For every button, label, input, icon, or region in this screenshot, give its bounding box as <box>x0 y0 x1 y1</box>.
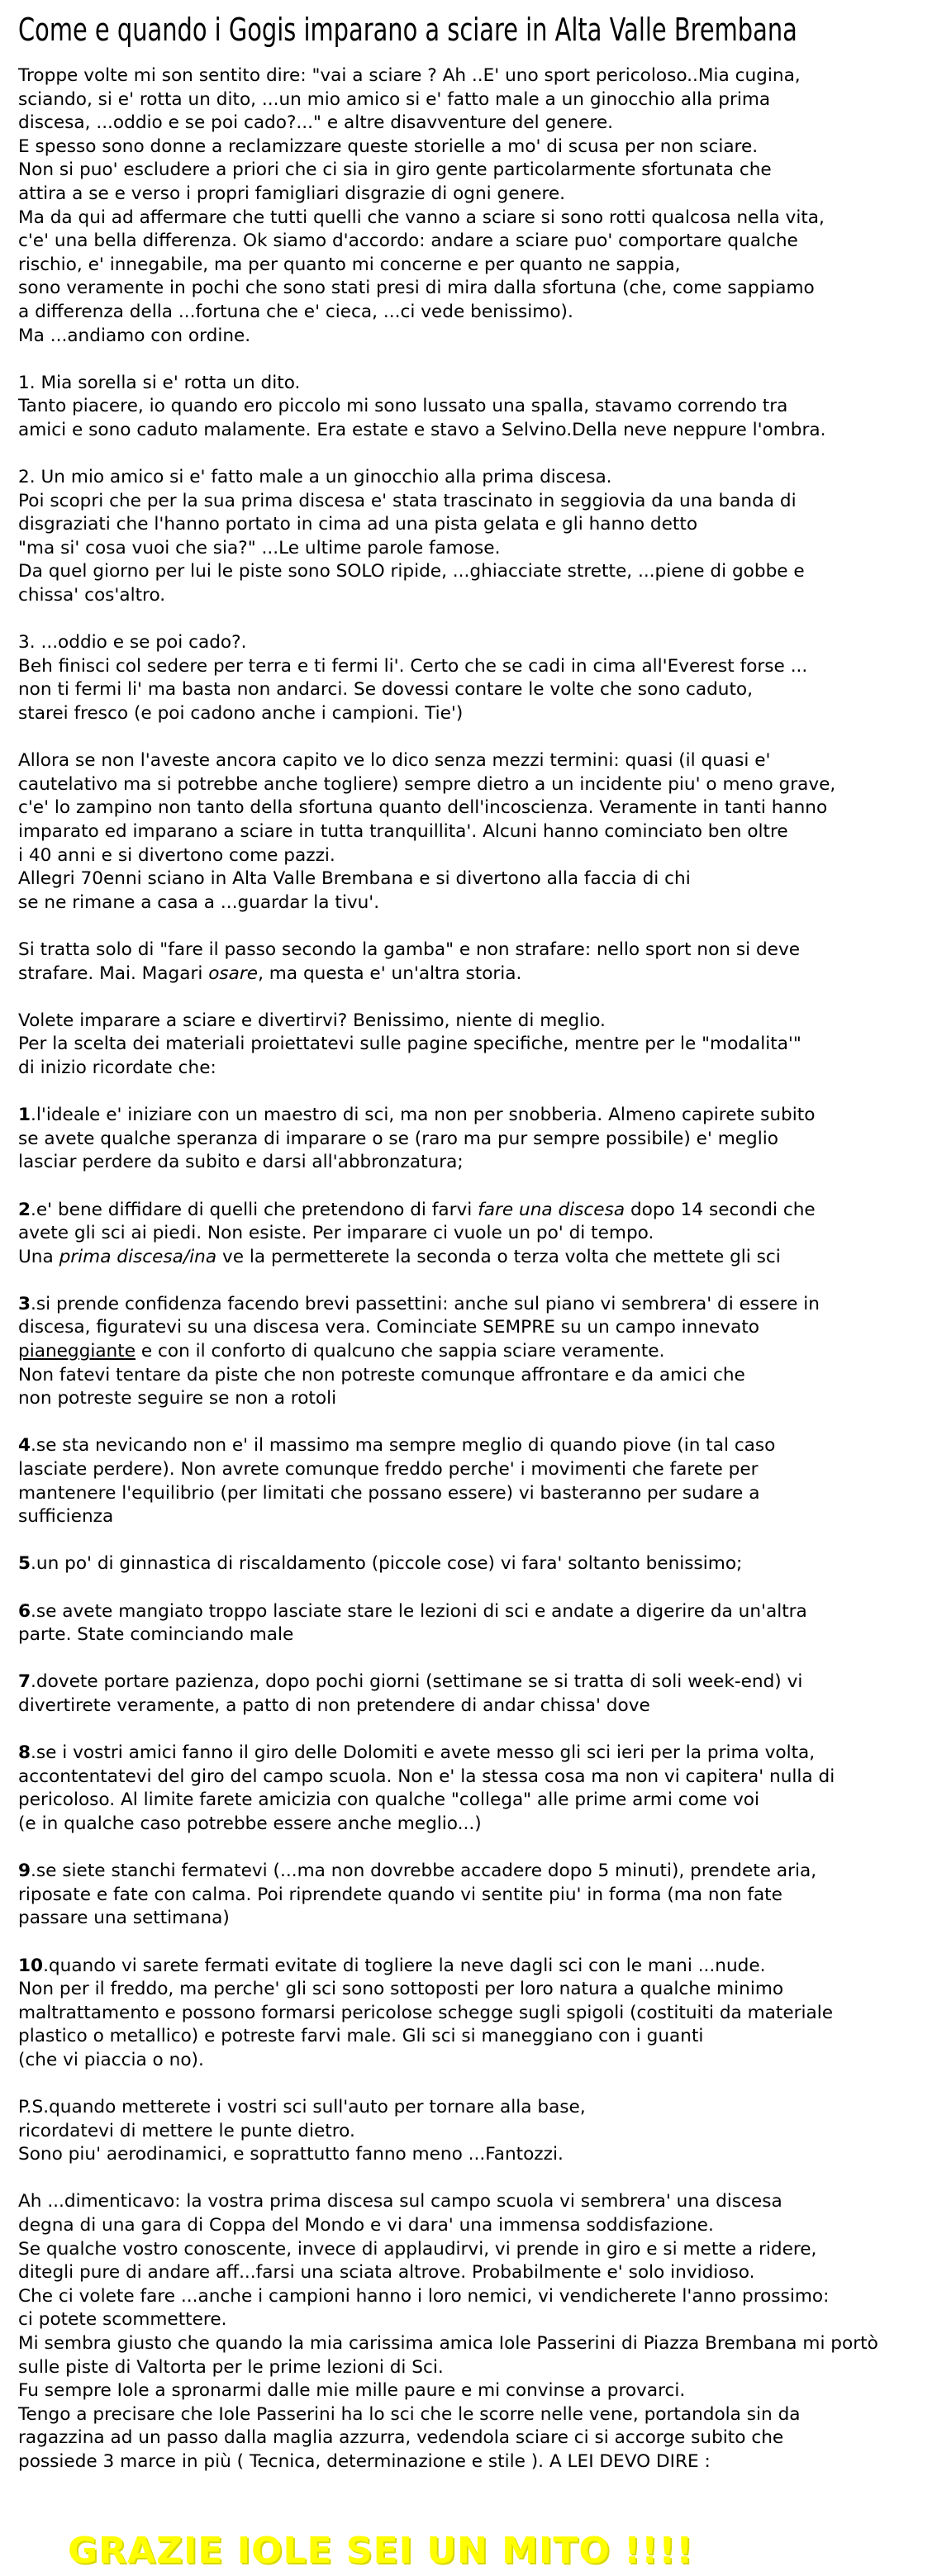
text-line: Ma ...andiamo con ordine. <box>18 325 251 346</box>
text-fragment: ve la permetterete la seconda o terza volta che mettete gli sci <box>216 1246 781 1267</box>
text-line: Troppe volte mi son sentito dire: "vai a sciare ? Ah ..E' uno sport pericoloso..Mia cugina, <box>18 65 801 86</box>
tip-10 <box>18 1955 930 2073</box>
text-line: di inizio ricordate che: <box>18 1057 216 1078</box>
text-line: attira a se e verso i propri famigliari disgrazie di ogni genere. <box>18 183 566 204</box>
text-line: Non si puo' escludere a priori che ci sia in giro gente particolarmente sfortunata che <box>18 159 772 181</box>
tip-number: 6 <box>18 1600 31 1622</box>
text-fragment: Una <box>18 1246 59 1267</box>
text-line: Che ci volete fare ...anche i campioni hanno i loro nemici, vi vendicherete l'anno prossimo: <box>18 2285 830 2307</box>
text-line: 2. Un mio amico si e' fatto male a un ginocchio alla prima discesa. <box>18 467 612 488</box>
text-line: P.S.quando metterete i vostri sci sull'auto per tornare alla base, <box>18 2097 586 2118</box>
text-line: Tanto piacere, io quando ero piccolo mi sono lussato una spalla, stavamo correndo tra <box>18 396 788 417</box>
paragraph-gap <box>18 608 930 632</box>
tip-number: 3 <box>18 1293 31 1314</box>
text-line: non ti fermi li' ma basta non andarci. Se dovessi contare le volte che sono caduto, <box>18 679 754 701</box>
text-line: c'e' lo zampino non tanto della sfortuna quanto dell'incoscienza. Veramente in tanti hanno <box>18 797 828 819</box>
paragraph-gap <box>18 1576 930 1600</box>
text-fragment: .se avete mangiato troppo lasciate stare le lezioni di sci e andate a digerire da un'altra <box>31 1600 807 1622</box>
text-line: 1. Mia sorella si e' rotta un dito. <box>18 372 301 393</box>
text-line <box>18 1340 930 1364</box>
story-point-1 <box>18 372 930 443</box>
text-line: chissa' cos'altro. <box>18 585 166 606</box>
text-line: divertirete veramente, a patto di non pretendere di andar chissa' dove <box>18 1694 650 1716</box>
text-line: Non fatevi tentare da piste che non potreste comunque affrontare e da amici che <box>18 1364 745 1385</box>
text-fragment: .si prende confidenza facendo brevi passettini: anche sul piano vi sembrera' di essere in <box>31 1293 820 1314</box>
text-line: disgraziati che l'hanno portato in cima ad una pista gelata e gli hanno detto <box>18 514 698 535</box>
tip-number: 10 <box>18 1955 44 1976</box>
tip-7 <box>18 1671 930 1718</box>
text-line: lasciate perdere). Non avrete comunque freddo perche' i movimenti che farete per <box>18 1459 759 1480</box>
text-line: Allora se non l'aveste ancora capito ve lo dico senza mezzi termini: quasi (il quasi e' <box>18 750 771 772</box>
paragraph-gap <box>18 1718 930 1742</box>
text-line: accontentatevi del giro del campo scuola. Non e' la stessa cosa ma non vi capitera' nulla di <box>18 1766 835 1787</box>
text-line: plastico o metallico) e potreste farvi male. Gli sci si maneggiano con i guanti <box>18 2026 704 2047</box>
paragraph-gap <box>18 1411 930 1435</box>
text-line <box>18 1199 930 1223</box>
text-line: se ne rimane a casa a ...guardar la tivu'. <box>18 891 380 913</box>
text-line: 3. ...oddio e se poi cado?. <box>18 632 247 654</box>
text-line: mantenere l'equilibrio (per limitati che possano essere) vi basteranno per sudare a <box>18 1482 760 1504</box>
text-line: sulle piste di Valtorta per le prime lezioni di Sci. <box>18 2356 444 2378</box>
text-line: starei fresco (e poi cadono anche i campioni. Tie') <box>18 703 464 725</box>
text-line: Sono piu' aerodinamici, e soprattutto fanno meno ...Fantozzi. <box>18 2144 564 2165</box>
text-line: Mi sembra giusto che quando la mia carissima amica Iole Passerini di Piazza Brembana mi portò <box>18 2333 878 2354</box>
text-line: i 40 anni e si divertono come pazzi. <box>18 844 335 866</box>
tip-5 <box>18 1552 930 1576</box>
text-line: Per la scelta dei materiali proiettatevi sulle pagine specifiche, mentre per le "modalita'" <box>18 1034 801 1055</box>
italic-word: osare <box>208 962 259 984</box>
text-line <box>18 1860 930 1884</box>
paragraph-gap <box>18 1081 930 1105</box>
text-line: (che vi piaccia o no). <box>18 2049 204 2070</box>
text-line: amici e sono caduto malamente. Era estate e stavo a Selvino.Della neve neppure l'ombra. <box>18 419 826 440</box>
paragraph-gap <box>18 1529 930 1553</box>
tip-1 <box>18 1104 930 1175</box>
text-line <box>18 1742 930 1766</box>
text-line: Se qualche vostro conoscente, invece di applaudirvi, vi prende in giro e si mette a ridere, <box>18 2238 817 2260</box>
text-line: Ah ...dimenticavo: la vostra prima discesa sul campo scuola vi sembrera' una discesa <box>18 2191 782 2212</box>
paragraph-gap <box>18 1175 930 1199</box>
paragraph-gap <box>18 1269 930 1293</box>
underlined-word: pianeggiante <box>18 1341 136 1362</box>
incoscienza-paragraph <box>18 749 930 915</box>
page-title: Come e quando i Gogis imparano a sciare in Alta Valle Brembana <box>18 12 797 48</box>
text-line <box>18 1293 930 1317</box>
text-fragment: .l'ideale e' iniziare con un maestro di sci, ma non per snobberia. Almeno capirete subito <box>31 1105 816 1126</box>
paragraph-gap <box>18 348 930 372</box>
tip-number: 5 <box>18 1553 31 1575</box>
tip-number: 2 <box>18 1199 31 1220</box>
text-line: passare una settimana) <box>18 1908 230 1929</box>
text-line: ricordatevi di mettere le punte dietro. <box>18 2120 355 2141</box>
closing-banner <box>0 2530 937 2572</box>
text-line <box>18 1434 930 1458</box>
text-fragment: .se i vostri amici fanno il giro delle Dolomiti e avete messo gli sci ieri per la prima volta, <box>31 1742 816 1764</box>
text-line: Fu sempre Iole a spronarmi dalle mie mille paure e mi convinse a provarci. <box>18 2380 686 2402</box>
tip-number: 1 <box>18 1105 31 1126</box>
ending-paragraph <box>18 2190 930 2474</box>
text-fragment: e con il conforto di qualcuno che sappia sciare veramente. <box>136 1341 665 1362</box>
paragraph-gap <box>18 1837 930 1861</box>
closing-text: GRAZIE IOLE SEI UN MITO !!!! <box>68 2530 694 2572</box>
text-line: c'e' una bella differenza. Ok siamo d'accordo: andare a sciare puo' comportare qualche <box>18 231 798 252</box>
italic-phrase: prima discesa/ina <box>59 1246 217 1267</box>
text-line <box>18 1552 930 1576</box>
text-line: "ma si' cosa vuoi che sia?" ...Le ultime parole famose. <box>18 537 501 558</box>
text-line: imparato ed imparano a sciare in tutta tranquillita'. Alcuni hanno cominciato ben oltre <box>18 821 788 842</box>
text-line: Allegri 70enni sciano in Alta Valle Brembana e si divertono alla faccia di chi <box>18 868 691 890</box>
text-line: sciando, si e' rotta un dito, ...un mio amico si e' fatto male a un ginocchio alla prima <box>18 88 771 110</box>
text-fragment: .se siete stanchi fermatevi (...ma non dovrebbe accadere dopo 5 minuti), prendete aria, <box>31 1861 817 1882</box>
text-line: discesa, figuratevi su una discesa vera. Cominciate SEMPRE su un campo innevato <box>18 1317 760 1338</box>
text-line: maltrattamento e possono formarsi pericolose schegge sugli spigoli (costituiti da materiale <box>18 2002 834 2023</box>
tip-2 <box>18 1199 930 1270</box>
text-fragment: dopo 14 secondi che <box>625 1199 816 1220</box>
paragraph-gap <box>18 1931 930 1955</box>
italic-phrase: fare una discesa <box>478 1199 625 1220</box>
article-body <box>18 64 930 2474</box>
text-line <box>18 1600 930 1624</box>
text-line <box>18 1104 930 1128</box>
text-fragment: .un po' di ginnastica di riscaldamento (piccole cose) vi fara' soltanto benissimo; <box>31 1553 743 1575</box>
paragraph-gap <box>18 986 930 1010</box>
paragraph-gap <box>18 2167 930 2191</box>
text-line: Volete imparare a sciare e divertirvi? Benissimo, niente di meglio. <box>18 1010 606 1031</box>
text-line: Ma da qui ad affermare che tutti quelli che vanno a sciare si sono rotti qualcosa nella vita, <box>18 207 825 228</box>
tip-number: 9 <box>18 1861 31 1882</box>
text-line: possiede 3 marce in più ( Tecnica, determinazione e stile ). A LEI DEVO DIRE : <box>18 2450 711 2472</box>
story-point-3 <box>18 631 930 725</box>
text-line: sufficienza <box>18 1506 114 1528</box>
strafare-paragraph <box>18 939 930 986</box>
story-point-2 <box>18 466 930 608</box>
materials-paragraph <box>18 1010 930 1081</box>
text-line: cautelativo ma si potrebbe anche togliere) sempre dietro a un incidente piu' o meno grave, <box>18 773 836 795</box>
tip-number: 8 <box>18 1742 31 1764</box>
paragraph-gap <box>18 443 930 467</box>
text-line: E spesso sono donne a reclamizzare queste storielle a mo' di scusa per non sciare. <box>18 135 759 157</box>
text-line <box>18 1246 930 1270</box>
intro-paragraph <box>18 64 930 348</box>
text-fragment: .e' bene diffidare di quelli che pretendono di farvi <box>31 1199 478 1220</box>
text-line: avete gli sci ai piedi. Non esiste. Per imparare ci vuole un po' di tempo. <box>18 1223 654 1244</box>
text-line <box>18 962 930 986</box>
text-line: degna di una gara di Coppa del Mondo e vi dara' una immensa soddisfazione. <box>18 2215 714 2236</box>
text-line: Da quel giorno per lui le piste sono SOLO ripide, ...ghiacciate strette, ...piene di gobbe e <box>18 561 805 582</box>
text-line: sono veramente in pochi che sono stati presi di mira dalla sfortuna (che, come sappiamo <box>18 278 815 299</box>
tip-9 <box>18 1860 930 1931</box>
text-line: discesa, ...oddio e se poi cado?..." e altre disavventure del genere. <box>18 112 614 134</box>
text-line: rischio, e' innegabile, ma per quanto mi concerne e per quanto ne sappia, <box>18 254 681 275</box>
text-line: ragazzina ad un passo dalla maglia azzurra, vedendola sciare ci si accorge subito che <box>18 2427 784 2449</box>
text-fragment: .se sta nevicando non e' il massimo ma sempre meglio di quando piove (in tal caso <box>31 1435 776 1457</box>
paragraph-gap <box>18 1647 930 1671</box>
text-line: Beh finisci col sedere per terra e ti fermi li'. Certo che se cadi in cima all'Everest forse ... <box>18 655 808 677</box>
text-line: (e in qualche caso potrebbe essere anche meglio...) <box>18 1813 482 1834</box>
tip-6 <box>18 1600 930 1647</box>
paragraph-gap <box>18 915 930 939</box>
text-line: Tengo a precisare che Iole Passerini ha lo sci che le scorre nelle vene, portandola sin da <box>18 2403 801 2425</box>
text-line: riposate e fate con calma. Poi riprendete quando vi sentite piu' in forma (ma non fate <box>18 1884 782 1905</box>
tip-number: 7 <box>18 1671 31 1693</box>
text-line <box>18 1671 930 1694</box>
text-fragment: strafare. Mai. Magari <box>18 962 209 984</box>
tip-3 <box>18 1293 930 1411</box>
ps-paragraph <box>18 2096 930 2167</box>
text-fragment: , ma questa e' un'altra storia. <box>258 962 522 984</box>
text-line: pericoloso. Al limite farete amicizia con qualche "collega" alle prime armi come voi <box>18 1789 760 1811</box>
text-fragment: .dovete portare pazienza, dopo pochi giorni (settimane se si tratta di soli week-end) vi <box>31 1671 803 1693</box>
text-line: Poi scopri che per la sua prima discesa e' stata trascinato in seggiovia da una banda di <box>18 490 797 511</box>
tip-4 <box>18 1434 930 1528</box>
text-line: Non per il freddo, ma perche' gli sci sono sottoposti per loro natura a qualche minimo <box>18 1979 784 2000</box>
text-line: ci potete scommettere. <box>18 2309 227 2331</box>
tip-8 <box>18 1742 930 1836</box>
text-line <box>18 1955 930 1979</box>
text-line: non potreste seguire se non a rotoli <box>18 1388 337 1409</box>
tip-number: 4 <box>18 1435 31 1457</box>
paragraph-gap <box>18 2072 930 2096</box>
text-line: ditegli pure di andare aff...farsi una sciata altrove. Probabilmente e' solo invidioso. <box>18 2262 755 2284</box>
text-line: Si tratta solo di "fare il passo secondo la gamba" e non strafare: nello sport non si deve <box>18 939 801 960</box>
text-line: lasciar perdere da subito e darsi all'abbronzatura; <box>18 1152 464 1173</box>
paragraph-gap <box>18 726 930 750</box>
text-fragment: .quando vi sarete fermati evitate di togliere la neve dagli sci con le mani ...nude. <box>43 1955 766 1976</box>
text-line: se avete qualche speranza di imparare o se (raro ma pur sempre possibile) e' meglio <box>18 1128 778 1149</box>
text-line: a differenza della ...fortuna che e' cieca, ...ci vede benissimo). <box>18 301 573 322</box>
text-line: parte. State cominciando male <box>18 1624 294 1646</box>
